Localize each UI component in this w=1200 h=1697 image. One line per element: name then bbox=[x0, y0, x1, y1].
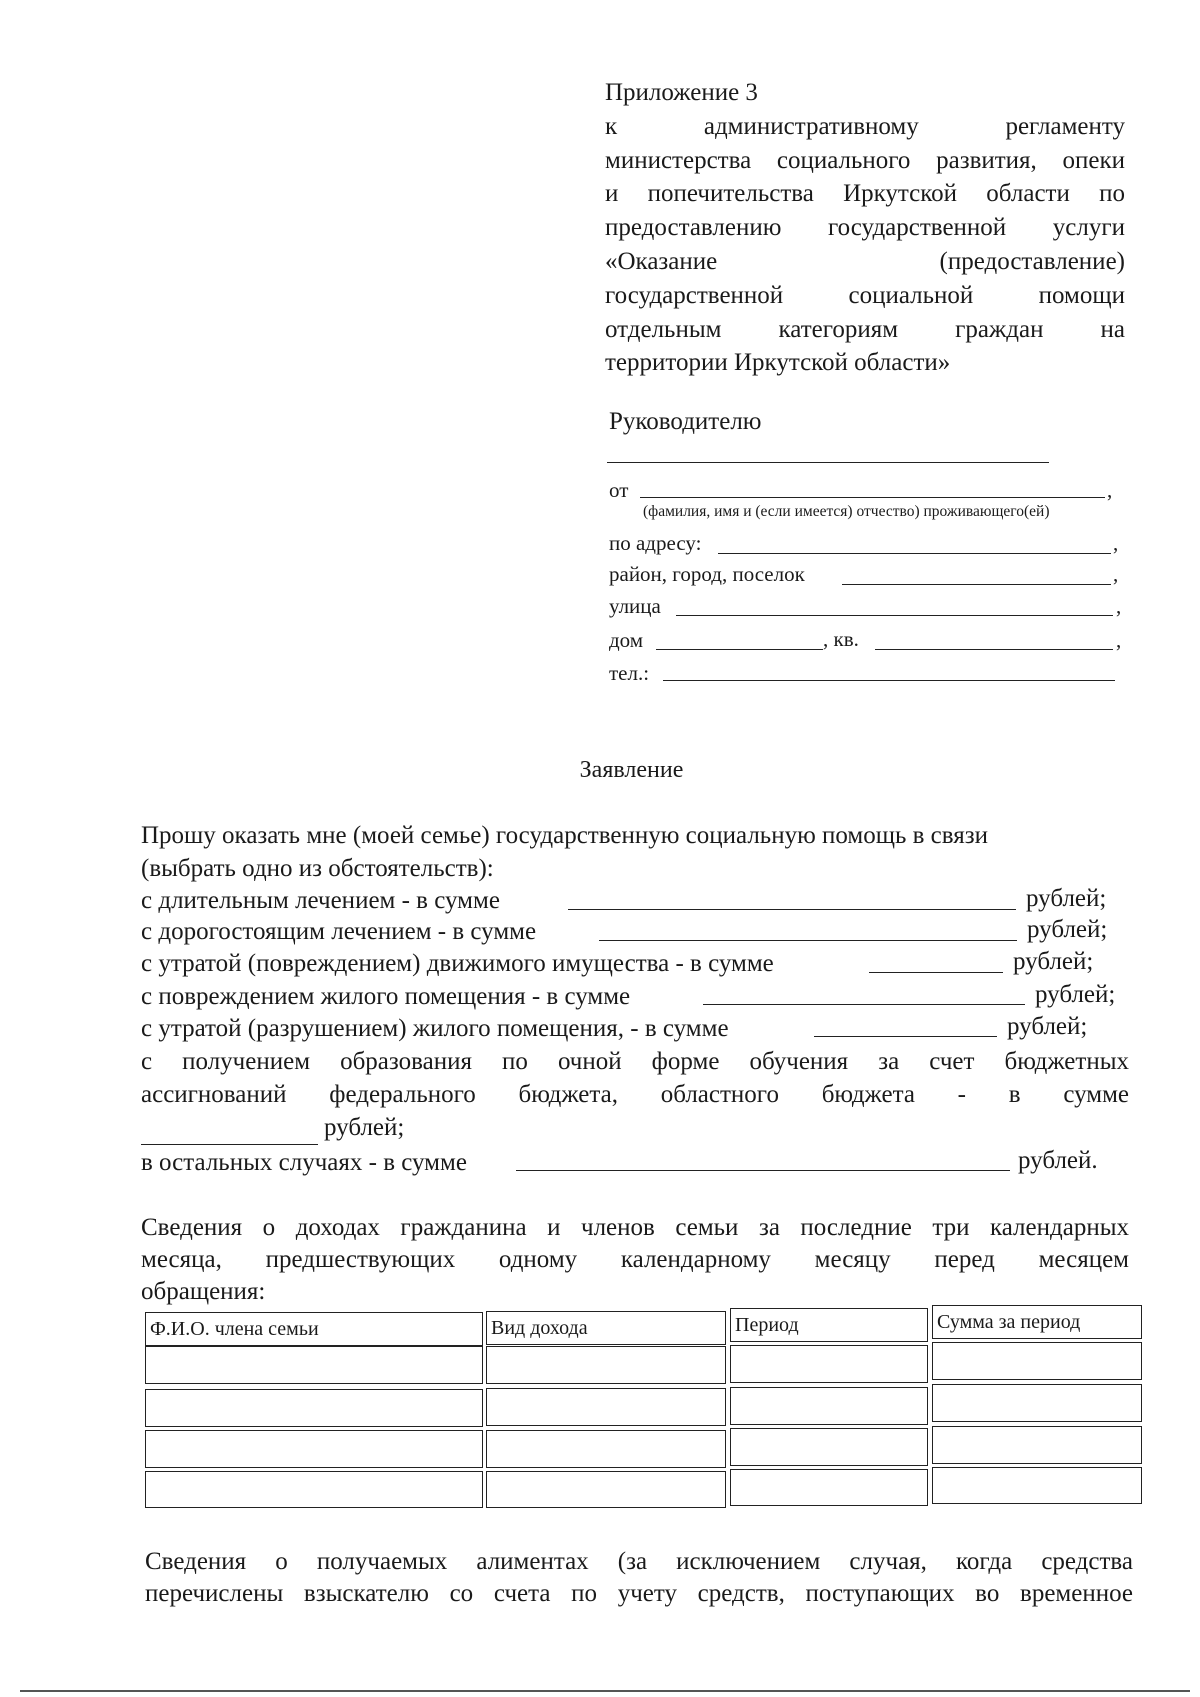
table-cell[interactable] bbox=[932, 1426, 1142, 1464]
income-paragraph: месяца, предшествующих одному календарному месяцу перед месяцем bbox=[141, 1246, 1129, 1273]
column-header: Сумма за период bbox=[932, 1305, 1142, 1339]
column-header: Ф.И.О. члена семьи bbox=[145, 1312, 483, 1346]
statement-title: Заявление bbox=[579, 757, 684, 783]
appendix-line: министерства социального развития, опеки bbox=[605, 146, 1125, 174]
comma: , bbox=[1116, 628, 1122, 652]
table-cell[interactable] bbox=[730, 1469, 928, 1506]
amount-field[interactable] bbox=[141, 1144, 318, 1145]
currency-label: рублей; bbox=[1027, 916, 1108, 943]
amount-field[interactable] bbox=[814, 1036, 997, 1037]
column-header: Вид дохода bbox=[486, 1311, 726, 1345]
statement-intro: (выбрать одно из обстоятельств): bbox=[141, 855, 494, 882]
table-cell[interactable] bbox=[486, 1430, 726, 1468]
column-header: Период bbox=[730, 1308, 928, 1342]
addressee-title: Руководителю bbox=[609, 408, 762, 435]
amount-field[interactable] bbox=[869, 972, 1003, 973]
appendix-line: государственной социальной помощи bbox=[605, 281, 1125, 309]
amount-field[interactable] bbox=[703, 1004, 1025, 1005]
table-cell[interactable] bbox=[486, 1471, 726, 1508]
income-paragraph: обращения: bbox=[141, 1278, 266, 1305]
from-label: от bbox=[609, 478, 629, 502]
house-field[interactable] bbox=[656, 649, 823, 650]
comma: , bbox=[1113, 562, 1119, 586]
option-other-cases: в остальных случаях - в сумме bbox=[141, 1149, 467, 1176]
currency-label: рублей. bbox=[1018, 1147, 1098, 1174]
alimony-paragraph: перечислены взыскателю со счета по учету средств, поступающих во временное bbox=[145, 1580, 1133, 1607]
district-field[interactable] bbox=[842, 584, 1111, 585]
address-field[interactable] bbox=[718, 553, 1111, 554]
table-cell[interactable] bbox=[932, 1342, 1142, 1380]
income-paragraph: Сведения о доходах гражданина и членов семьи за последние три календарных bbox=[141, 1214, 1129, 1241]
comma: , bbox=[1107, 478, 1113, 502]
option-long-treatment: с длительным лечением - в сумме bbox=[141, 887, 500, 914]
appendix-line: и попечительства Иркутской области по bbox=[605, 180, 1125, 208]
comma: , bbox=[1116, 594, 1122, 618]
appendix-line: предоставлению государственной услуги bbox=[605, 214, 1125, 242]
option-movable-property-loss: с утратой (повреждением) движимого имущества - в сумме bbox=[141, 950, 774, 977]
from-hint: (фамилия, имя и (если имеется) отчество) проживающего(ей) bbox=[643, 503, 1050, 520]
currency-label: рублей; bbox=[1026, 885, 1107, 912]
table-cell[interactable] bbox=[486, 1346, 726, 1384]
table-cell[interactable] bbox=[145, 1471, 483, 1508]
phone-field[interactable] bbox=[663, 680, 1115, 681]
table-cell[interactable] bbox=[932, 1384, 1142, 1422]
page-bottom-rule bbox=[20, 1690, 1190, 1692]
addressee-name-field[interactable] bbox=[607, 462, 1049, 463]
district-label: район, город, поселок bbox=[609, 562, 805, 586]
appendix-line: Приложение 3 bbox=[605, 79, 758, 106]
table-cell[interactable] bbox=[145, 1430, 483, 1468]
option-dwelling-damage: с повреждением жилого помещения - в сумме bbox=[141, 983, 631, 1010]
table-cell[interactable] bbox=[145, 1389, 483, 1427]
appendix-line: «Оказание (предоставление) bbox=[605, 247, 1125, 275]
address-label: по адресу: bbox=[609, 531, 702, 555]
option-education: с получением образования по очной форме обучения за счет бюджетных bbox=[141, 1048, 1129, 1075]
appendix-line: отдельным категориям граждан на bbox=[605, 315, 1125, 343]
amount-field[interactable] bbox=[516, 1170, 1010, 1171]
comma: , bbox=[1113, 531, 1119, 555]
house-label: дом bbox=[609, 628, 644, 652]
street-field[interactable] bbox=[676, 615, 1113, 616]
currency-label: рублей; bbox=[324, 1114, 405, 1141]
currency-label: рублей; bbox=[1013, 948, 1094, 975]
option-dwelling-loss: с утратой (разрушением) жилого помещения, - в сумме bbox=[141, 1015, 729, 1042]
table-cell[interactable] bbox=[730, 1387, 928, 1425]
table-cell[interactable] bbox=[932, 1467, 1142, 1504]
option-expensive-treatment: с дорогостоящим лечением - в сумме bbox=[141, 918, 537, 945]
appendix-line: к административному регламенту bbox=[605, 112, 1125, 140]
table-cell[interactable] bbox=[730, 1428, 928, 1466]
appendix-line: территории Иркутской области» bbox=[605, 349, 951, 377]
income-table bbox=[145, 1305, 1142, 1508]
option-education: ассигнований федерального бюджета, областного бюджета - в сумме bbox=[141, 1081, 1129, 1108]
apt-field[interactable] bbox=[875, 649, 1113, 650]
apt-label: , кв. bbox=[823, 627, 859, 651]
amount-field[interactable] bbox=[599, 940, 1017, 941]
table-cell[interactable] bbox=[145, 1346, 483, 1384]
appendix-block bbox=[605, 76, 1125, 380]
currency-label: рублей; bbox=[1035, 981, 1116, 1008]
currency-label: рублей; bbox=[1007, 1013, 1088, 1040]
alimony-paragraph: Сведения о получаемых алиментах (за исключением случая, когда средства bbox=[145, 1548, 1133, 1575]
from-field[interactable] bbox=[640, 497, 1105, 498]
table-cell[interactable] bbox=[486, 1388, 726, 1426]
phone-label: тел.: bbox=[609, 661, 650, 685]
table-cell[interactable] bbox=[730, 1345, 928, 1383]
statement-intro: Прошу оказать мне (моей семье) государственную социальную помощь в связи bbox=[141, 822, 989, 849]
amount-field[interactable] bbox=[568, 909, 1016, 910]
street-label: улица bbox=[609, 594, 661, 618]
